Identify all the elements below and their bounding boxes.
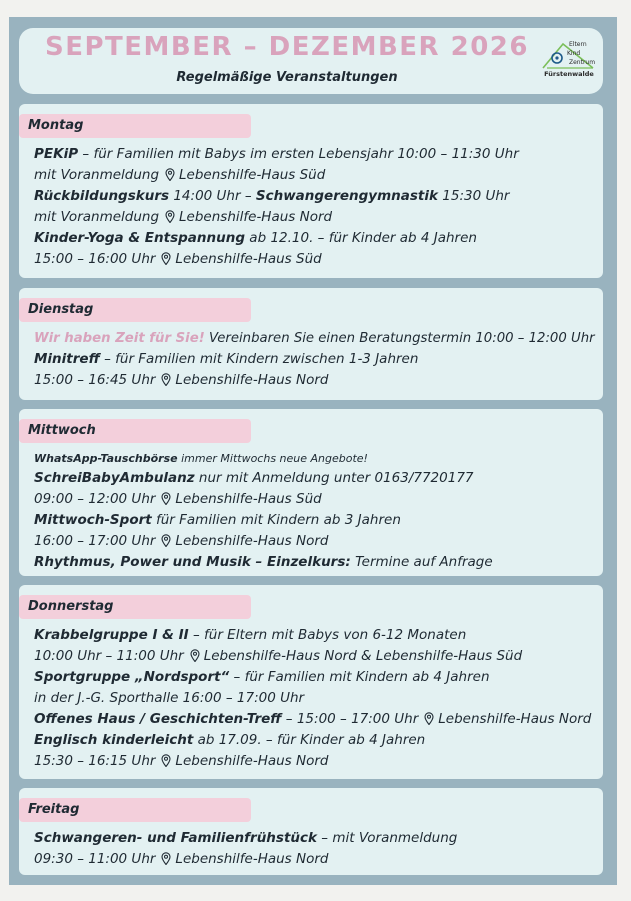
event-line: [34, 510, 597, 531]
event-detail: Termine auf Anfrage: [350, 554, 493, 570]
event-list: [34, 828, 597, 870]
location-pin-icon: [161, 753, 171, 766]
event-line: [34, 328, 597, 349]
event-line: [34, 828, 597, 849]
event-name: WhatsApp-Tauschbörse: [34, 452, 178, 465]
event-detail: Lebenshilfe-Haus Nord: [175, 533, 329, 549]
event-line: [34, 730, 597, 751]
event-line: [34, 249, 597, 270]
event-name: Minitreff: [34, 351, 100, 367]
location-pin-icon: [165, 209, 175, 222]
event-detail: 15:00 – 16:00 Uhr: [34, 251, 156, 267]
location-pin-icon: [165, 167, 175, 180]
event-detail: Lebenshilfe-Haus Süd: [175, 251, 322, 267]
event-name: Offenes Haus / Geschichten-Treff: [34, 711, 282, 727]
event-detail: 10:00 Uhr – 11:00 Uhr: [34, 648, 184, 664]
event-list: [34, 625, 597, 772]
day-label: Donnerstag: [19, 595, 251, 619]
event-detail: Lebenshilfe-Haus Nord: [175, 851, 329, 867]
event-detail: – 15:00 – 17:00 Uhr: [281, 711, 419, 727]
day-label: Dienstag: [19, 298, 251, 322]
event-detail: in der J.-G. Sporthalle 16:00 – 17:00 Uhr: [34, 690, 305, 706]
event-detail: immer Mittwochs neue Angebote!: [177, 452, 368, 465]
event-name: PEKiP: [34, 146, 79, 162]
event-name: Krabbelgruppe I & II: [34, 627, 189, 643]
event-detail: Lebenshilfe-Haus Nord: [175, 753, 329, 769]
logo-word-kind: Kind: [567, 50, 581, 57]
day-card-dienstag: [19, 288, 603, 400]
event-detail: 15:30 Uhr: [437, 188, 510, 204]
event-detail: – für Familien mit Kindern zwischen 1-3 Jahren: [99, 351, 419, 367]
logo-word-zentrum: Zentrum: [569, 59, 596, 66]
event-line: [34, 370, 597, 391]
event-line: [34, 688, 597, 709]
day-card-freitag: [19, 788, 603, 875]
event-line: [34, 228, 597, 249]
event-name: SchreiBabyAmbulanz: [34, 470, 195, 486]
event-detail: mit Voranmeldung: [34, 167, 160, 183]
event-line: [34, 552, 597, 573]
event-detail: Vereinbaren Sie einen Beratungstermin 10:00 – 12:00 Uhr: [204, 331, 595, 346]
event-detail: 16:00 – 17:00 Uhr: [34, 533, 156, 549]
event-detail: 15:30 – 16:15 Uhr: [34, 753, 156, 769]
event-line: [34, 186, 597, 207]
event-line: [34, 625, 597, 646]
event-line: [34, 709, 597, 730]
event-detail: ab 17.09. – für Kinder ab 4 Jahren: [193, 732, 426, 748]
event-name: Sportgruppe „Nordsport“: [34, 669, 230, 685]
page-subtitle: Regelmäßige Veranstaltungen: [176, 70, 398, 85]
logo-city: Fürstenwalde: [544, 70, 594, 78]
event-detail: 15:00 – 16:45 Uhr: [34, 372, 156, 388]
event-line: [34, 449, 597, 468]
event-list: [34, 144, 597, 270]
event-line: [34, 646, 597, 667]
day-label: Mittwoch: [19, 419, 251, 443]
event-name: Schwangeren- und Familienfrühstück: [34, 830, 317, 846]
event-detail: nur mit Anmeldung unter 0163/7720177: [194, 470, 474, 486]
location-pin-icon: [161, 491, 171, 504]
event-line: [34, 489, 597, 510]
location-pin-icon: [161, 251, 171, 264]
event-line: [34, 751, 597, 772]
event-line: [34, 531, 597, 552]
event-list: [34, 328, 597, 391]
day-label: Freitag: [19, 798, 251, 822]
location-pin-icon: [161, 533, 171, 546]
event-detail: Lebenshilfe-Haus Nord: [175, 372, 329, 388]
event-name: Rhythmus, Power und Musik – Einzelkurs:: [34, 554, 351, 570]
event-detail: Lebenshilfe-Haus Süd: [179, 167, 326, 183]
event-detail: Lebenshilfe-Haus Süd: [175, 491, 322, 507]
event-detail: 09:00 – 12:00 Uhr: [34, 491, 156, 507]
event-detail: 14:00 Uhr –: [169, 188, 256, 204]
location-pin-icon: [161, 851, 171, 864]
event-detail: Lebenshilfe-Haus Nord & Lebenshilfe-Haus Süd: [203, 648, 523, 664]
location-pin-icon: [424, 711, 434, 724]
page-title: SEPTEMBER – DEZEMBER 2026: [45, 32, 529, 62]
event-name: Mittwoch-Sport: [34, 512, 152, 528]
event-detail: Lebenshilfe-Haus Nord: [179, 209, 333, 225]
event-line: [34, 144, 597, 165]
event-detail: ab 12.10. – für Kinder ab 4 Jahren: [245, 230, 477, 246]
event-detail: – für Eltern mit Babys von 6-12 Monaten: [188, 627, 467, 643]
event-line: [34, 468, 597, 489]
day-label: Montag: [19, 114, 251, 138]
event-detail: mit Voranmeldung: [34, 209, 160, 225]
event-detail: – mit Voranmeldung: [317, 830, 458, 846]
event-name: Englisch kinderleicht: [34, 732, 194, 748]
event-line: [34, 849, 597, 870]
event-name: Rückbildungskurs: [34, 188, 170, 204]
location-pin-icon: [190, 648, 200, 661]
logo-word-eltern: Eltern: [569, 41, 587, 48]
event-detail: 09:30 – 11:00 Uhr: [34, 851, 156, 867]
event-name: Schwangerengymnastik: [255, 188, 438, 204]
day-card-montag: [19, 104, 603, 278]
event-detail: Lebenshilfe-Haus Nord: [438, 711, 592, 727]
event-detail: – für Familien mit Babys im ersten Lebensjahr 10:00 – 11:30 Uhr: [78, 146, 519, 162]
logo: [541, 38, 597, 86]
day-card-mittwoch: [19, 409, 603, 576]
highlight-text: Wir haben Zeit für Sie!: [34, 331, 205, 346]
event-name: Kinder-Yoga & Entspannung: [34, 230, 246, 246]
day-card-donnerstag: [19, 585, 603, 779]
event-line: [34, 349, 597, 370]
event-detail: für Familien mit Kindern ab 3 Jahren: [151, 512, 401, 528]
event-line: [34, 667, 597, 688]
event-line: [34, 165, 597, 186]
event-list: [34, 449, 597, 573]
header-card: [19, 28, 603, 94]
event-detail: – für Familien mit Kindern ab 4 Jahren: [229, 669, 490, 685]
event-line: [34, 207, 597, 228]
location-pin-icon: [161, 372, 171, 385]
